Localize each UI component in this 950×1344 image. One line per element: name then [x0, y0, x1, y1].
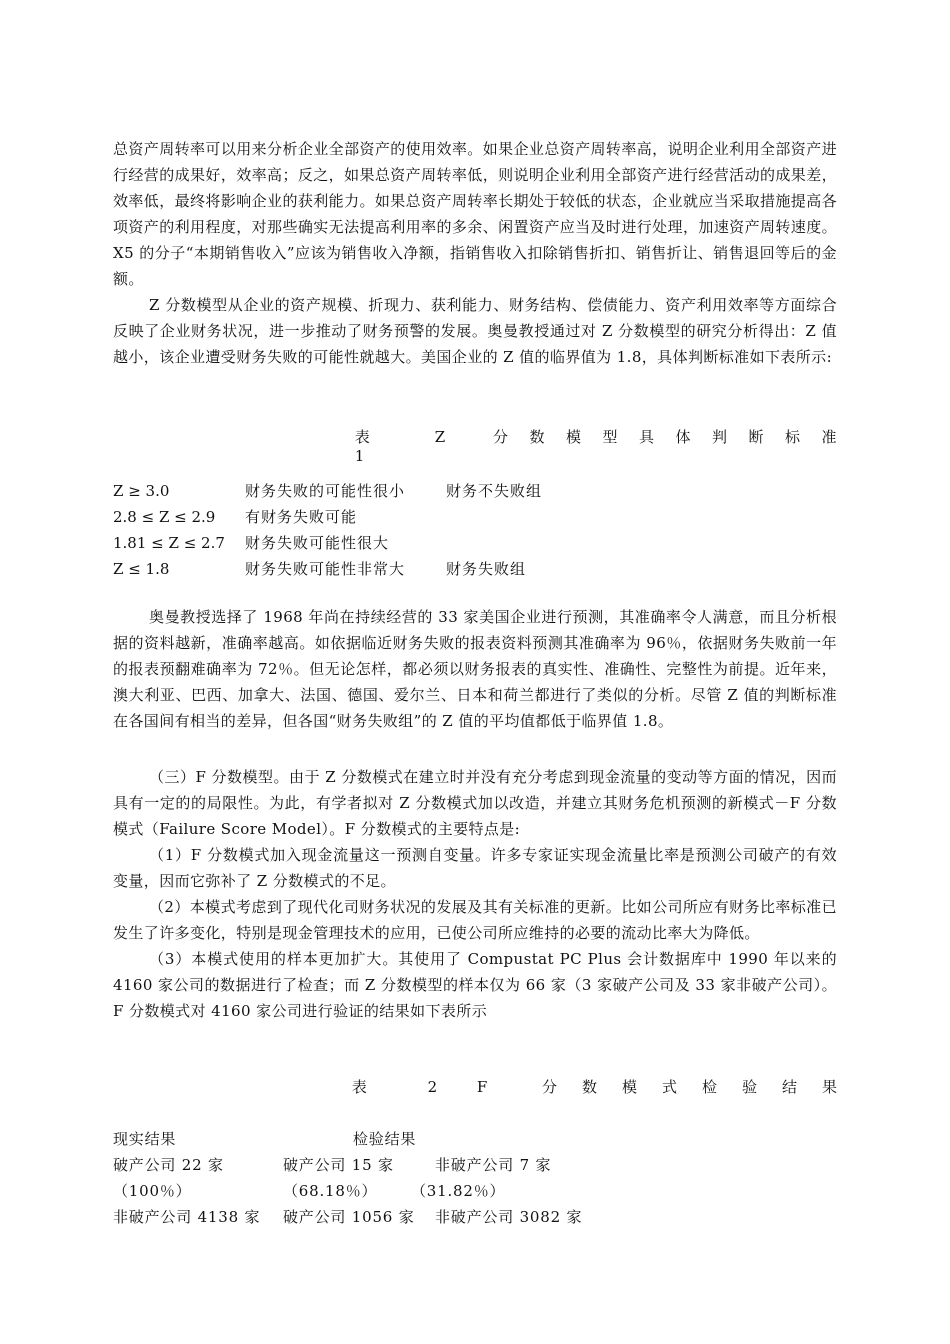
table-cell: （68.18％） [283, 1182, 378, 1200]
table-cell: 非破产公司 7 家 [435, 1156, 552, 1174]
z-condition: 2.8 ≤ Z ≤ 2.9 [113, 508, 216, 526]
z-group: 财务不失败组 [446, 482, 543, 500]
table-header-row [113, 1126, 837, 1152]
table-cell: 非破产公司 3082 家 [435, 1208, 583, 1226]
paragraph-f-score-point-1: （1）F 分数模式加入现金流量这一预测自变量。许多专家证实现金流量比率是预测公司破产的有效变量，因而它弥补了 Z 分数模式的不足。 [113, 846, 837, 890]
table-cell: （31.82％） [411, 1182, 506, 1200]
z-description: 财务失败可能性很大 [245, 534, 390, 552]
table2-caption-title: F 分数模式检验结果 [476, 1078, 862, 1096]
table2-f-score-results [113, 1126, 837, 1230]
z-condition: Z ≥ 3.0 [113, 482, 170, 500]
paragraph-z-score-model: Z 分数模型从企业的资产规模、折现力、获利能力、财务结构、偿债能力、资产利用效率等方面综合反映了企业财务状况，进一步推动了财务预警的发展。奥曼教授通过对 Z 分数模型的研究分析得出：Z 值越小，该企业遭受财务失败的可能性就越大。美国企业的 Z 值的临界值为 1.8，具体判断标准如下表所示: [113, 296, 837, 366]
paragraph-total-asset-turnover: 总资产周转率可以用来分析企业全部资产的使用效率。如果企业总资产周转率高，说明企业利用全部资产进行经营的成果好，效率高；反之，如果总资产周转率低，则说明企业利用全部资产进行经营活动的成果差，效率低，最终将影响企业的获利能力。如果总资产周转率长期处于较低的状态，企业就应当采取措施提高各项资产的利用程度，对那些确实无法提高利用率的多余、闲置资产应当及时进行处理，加速资产周转速度。X5 的分子“本期销售收入”应该为销售收入净额，指销售收入扣除销售折扣、销售折让、销售退回等后的金额。 [113, 140, 837, 288]
paragraph-altman-prediction: 奥曼教授选择了 1968 年尚在持续经营的 33 家美国企业进行预测，其准确率令人满意，而且分析根据的资料越新，准确率越高。如依据临近财务失败的报表资料预测其准确率为 96％，依据财务失败前一年的报表预翻难确率为 72％。但无论怎样，都必须以财务报表的真实性、准确性、完整性为前提。近年来，澳大利亚、巴西、加拿大、法国、德国、爱尔兰、日本和荷兰都进行了类似的分析。尽管 Z 值的判断标准在各国间有相当的差异，但各国“财务失败组”的 Z 值的平均值都低于临界值 1.8。 [113, 608, 837, 730]
header-actual-result: 现实结果 [113, 1130, 177, 1148]
table1-caption [113, 426, 858, 465]
paragraph-f-score-intro: （三）F 分数模型。由于 Z 分数模式在建立时并没有充分考虑到现金流量的变动等方面的情况，因而具有一定的的局限性。为此，有学者拟对 Z 分数模式加以改造，并建立其财务危机预测的新模式－F 分数模式（Failure Score Model）。F 分数模式的主要特点是: [113, 768, 837, 838]
z-description: 财务失败可能性非常大 [245, 560, 406, 578]
paragraph-f-score-point-3: （3）本模式使用的样本更加扩大。其使用了 Compustat PC Plus 会计数据库中 1990 年以来的 4160 家公司的数据进行了检查；而 Z 分数模型的样本仅为 66 家（3 家破产公司及 33 家非破产公司）。F 分数模式对 4160 家公司进行验证的结果如下表所示 [113, 950, 837, 1020]
table-cell: （100％） [113, 1182, 192, 1200]
table-cell: 非破产公司 4138 家 [113, 1208, 261, 1226]
table-row [113, 1204, 837, 1230]
z-description: 有财务失败可能 [245, 508, 358, 526]
z-condition: 1.81 ≤ Z ≤ 2.7 [113, 534, 225, 552]
table-cell: 破产公司 1056 家 [283, 1208, 415, 1226]
table1-caption-title: Z 分数模型具体判断标准 [434, 428, 858, 446]
f-score-section [113, 764, 837, 1024]
paragraph-f-score-point-2: （2）本模式考虑到了现代化司财务状况的发展及其有关标准的更新。比如公司所应有财务比率标准已发生了许多变化，特别是现金管理技术的应用，已使公司所应维持的必要的流动比率大为降低。 [113, 898, 837, 942]
table-cell: 破产公司 15 家 [283, 1156, 394, 1174]
table2-caption-label: 表 2 [351, 1078, 466, 1096]
table-cell: 破产公司 22 家 [113, 1156, 224, 1174]
table2-caption [113, 1076, 862, 1097]
table-row [113, 1178, 837, 1204]
z-group: 财务失败组 [446, 560, 527, 578]
z-condition: Z ≤ 1.8 [113, 560, 170, 578]
z-description: 财务失败的可能性很小 [245, 482, 406, 500]
header-test-result: 检验结果 [353, 1130, 417, 1148]
table-row [113, 1152, 837, 1178]
table1-caption-label: 表 1 [354, 428, 398, 465]
